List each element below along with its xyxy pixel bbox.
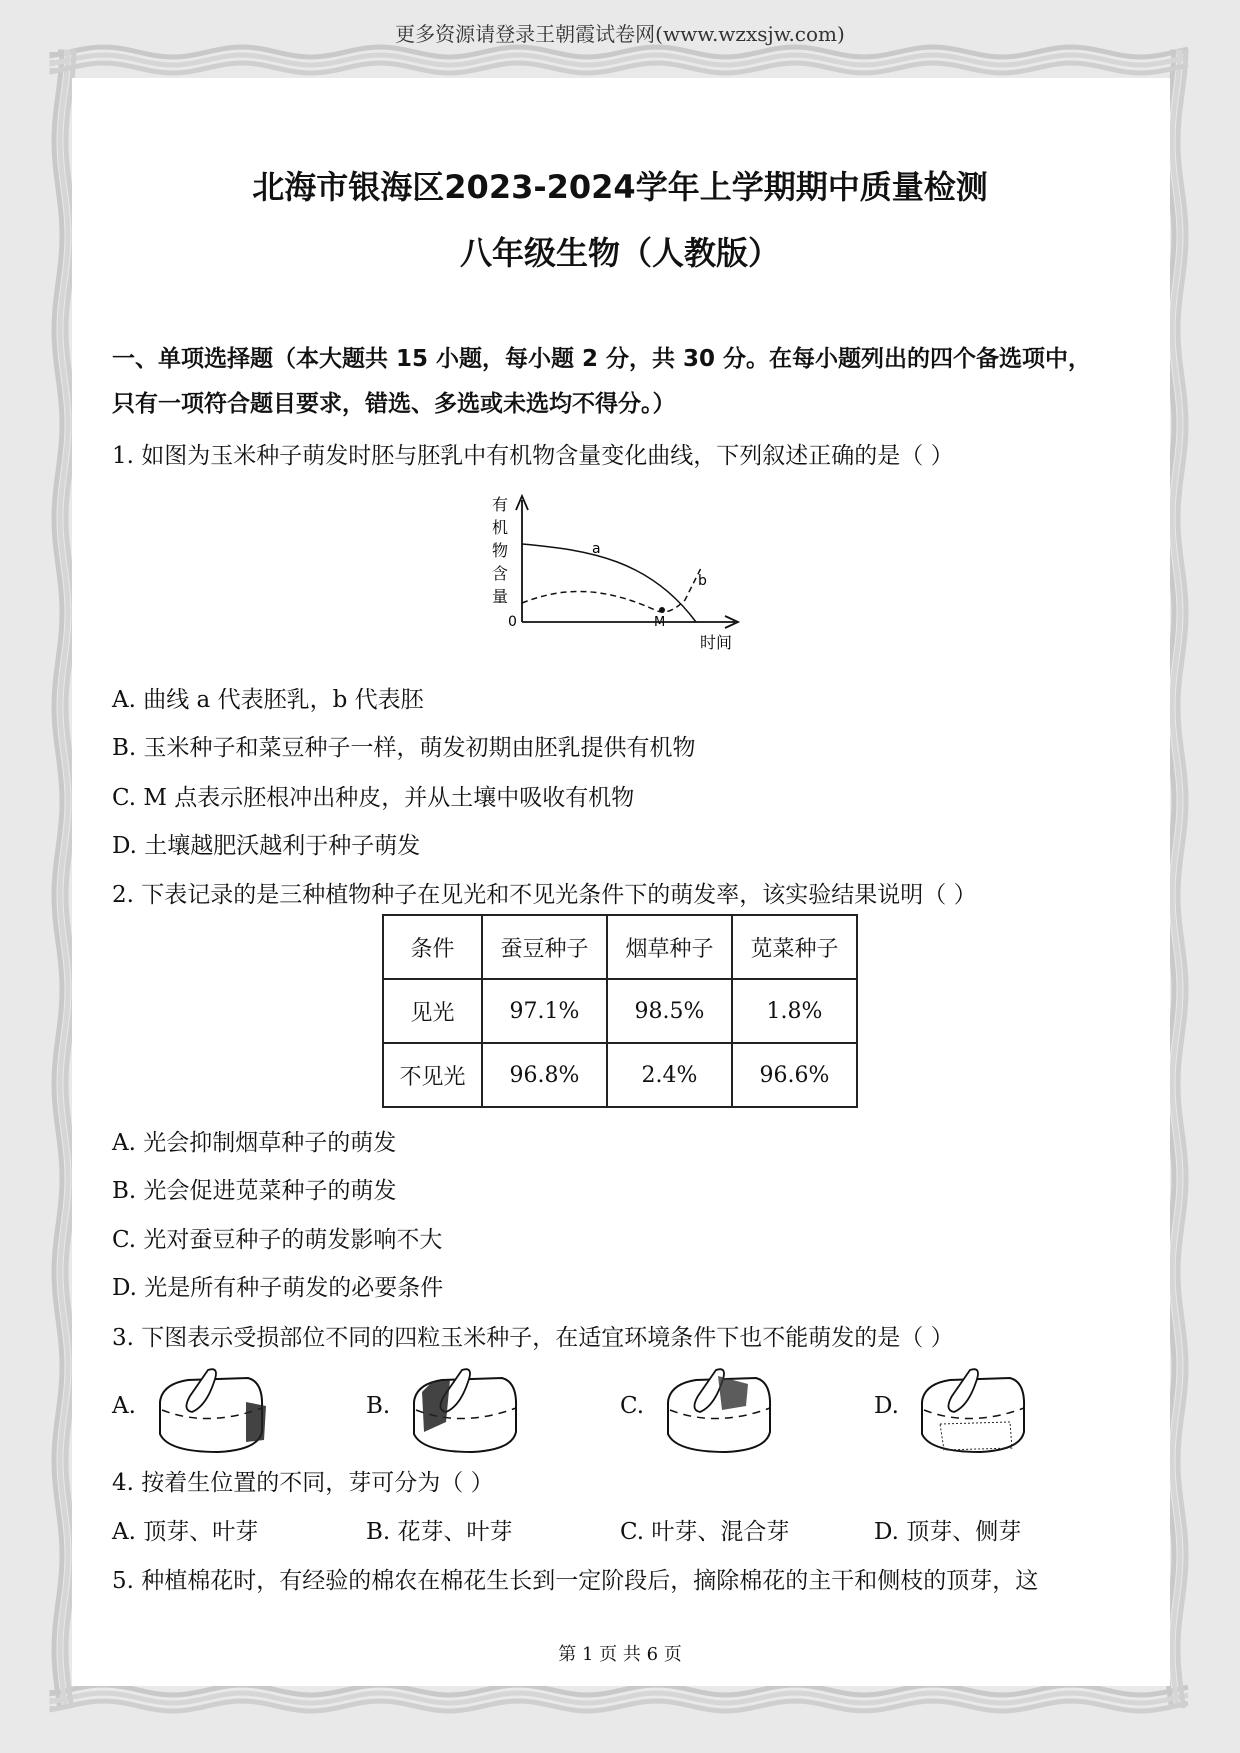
y-label-char: 含: [492, 564, 509, 583]
y-label-char: 量: [492, 587, 509, 606]
point-m: [659, 607, 665, 613]
table-cell: 96.8%: [482, 1043, 607, 1107]
q4-option-c: C. 叶芽、混合芽: [620, 1519, 790, 1545]
point-m-label: M: [654, 615, 666, 630]
y-label-char: 有: [492, 495, 509, 514]
q4-stem: 4. 按着生位置的不同，芽可分为（ ）: [112, 1470, 494, 1496]
section-heading: 一、单项选择题（本大题共 15 小题，每小题 2 分，共 30 分。在每小题列出的四个备选项中，: [112, 346, 1092, 372]
q2-option-b: B. 光会促进苋菜种子的萌发: [112, 1178, 397, 1204]
corn-seed-image: [148, 1362, 273, 1457]
corn-seed-image: [910, 1362, 1035, 1457]
origin-label: 0: [508, 614, 517, 630]
corn-seed-image: [402, 1362, 527, 1457]
table-cell: 98.5%: [607, 979, 732, 1043]
q5-stem: 5. 种植棉花时，有经验的棉农在棉花生长到一定阶段后，摘除棉花的主干和侧枝的顶芽，这: [112, 1568, 1039, 1594]
table-cell: 97.1%: [482, 979, 607, 1043]
corn-seed-image: [656, 1362, 781, 1457]
curve-b: [522, 566, 702, 612]
q3-stem: 3. 下图表示受损部位不同的四粒玉米种子，在适宜环境条件下也不能萌发的是（ ）: [112, 1325, 954, 1351]
table-header-row: [383, 915, 857, 979]
q1-option-b: B. 玉米种子和菜豆种子一样，萌发初期由胚乳提供有机物: [112, 735, 696, 761]
table-header: 苋菜种子: [732, 915, 857, 979]
exam-title: 北海市银海区2023-2024学年上学期期中质量检测: [252, 168, 988, 206]
y-label-char: 机: [492, 518, 509, 537]
q4-option-d: D. 顶芽、侧芽: [874, 1519, 1022, 1545]
q1-stem: 1. 如图为玉米种子萌发时胚与胚乳中有机物含量变化曲线，下列叙述正确的是（ ）: [112, 443, 954, 469]
table-header: 条件: [383, 915, 482, 979]
q3-option-label: A.: [112, 1393, 136, 1419]
q1-option-a: A. 曲线 a 代表胚乳，b 代表胚: [112, 687, 424, 713]
watermark-header: 更多资源请登录王朝霞试卷网(www.wzxsjw.com): [395, 22, 845, 46]
table-header: 烟草种子: [607, 915, 732, 979]
curve-a-label: a: [592, 541, 601, 557]
section-heading-cont: 只有一项符合题目要求，错选、多选或未选均不得分。）: [112, 391, 676, 417]
q2-stem: 2. 下表记录的是三种植物种子在见光和不见光条件下的萌发率，该实验结果说明（ ）: [112, 882, 977, 908]
q1-curve-figure: [480, 490, 750, 655]
y-label-char: 物: [492, 541, 509, 560]
table-cell: 2.4%: [607, 1043, 732, 1107]
x-axis: [522, 616, 738, 628]
q4-option-a: A. 顶芽、叶芽: [112, 1519, 259, 1545]
q3-option-label: B.: [366, 1393, 391, 1419]
q4-option-b: B. 花芽、叶芽: [366, 1519, 513, 1545]
table-cell: 1.8%: [732, 979, 857, 1043]
table-row: [383, 979, 857, 1043]
table-header: 蚕豆种子: [482, 915, 607, 979]
table-cell: 96.6%: [732, 1043, 857, 1107]
curve-b-label: b: [698, 573, 707, 589]
x-axis-label: 时间: [700, 633, 733, 652]
q3-option-label: C.: [620, 1393, 645, 1419]
y-axis: [516, 496, 528, 622]
q2-option-c: C. 光对蚕豆种子的萌发影响不大: [112, 1227, 443, 1253]
q3-option-label: D.: [874, 1393, 899, 1419]
q1-option-d: D. 土壤越肥沃越利于种子萌发: [112, 833, 421, 859]
germination-table: [382, 914, 858, 1108]
table-cell: 不见光: [383, 1043, 482, 1107]
table-cell: 见光: [383, 979, 482, 1043]
q2-option-a: A. 光会抑制烟草种子的萌发: [112, 1130, 397, 1156]
q2-option-d: D. 光是所有种子萌发的必要条件: [112, 1275, 444, 1301]
q1-option-c: C. M 点表示胚根冲出种皮，并从土壤中吸收有机物: [112, 785, 635, 811]
table-row: [383, 1043, 857, 1107]
page-number: 第 1 页 共 6 页: [558, 1644, 682, 1665]
exam-subtitle: 八年级生物（人教版）: [459, 234, 780, 272]
